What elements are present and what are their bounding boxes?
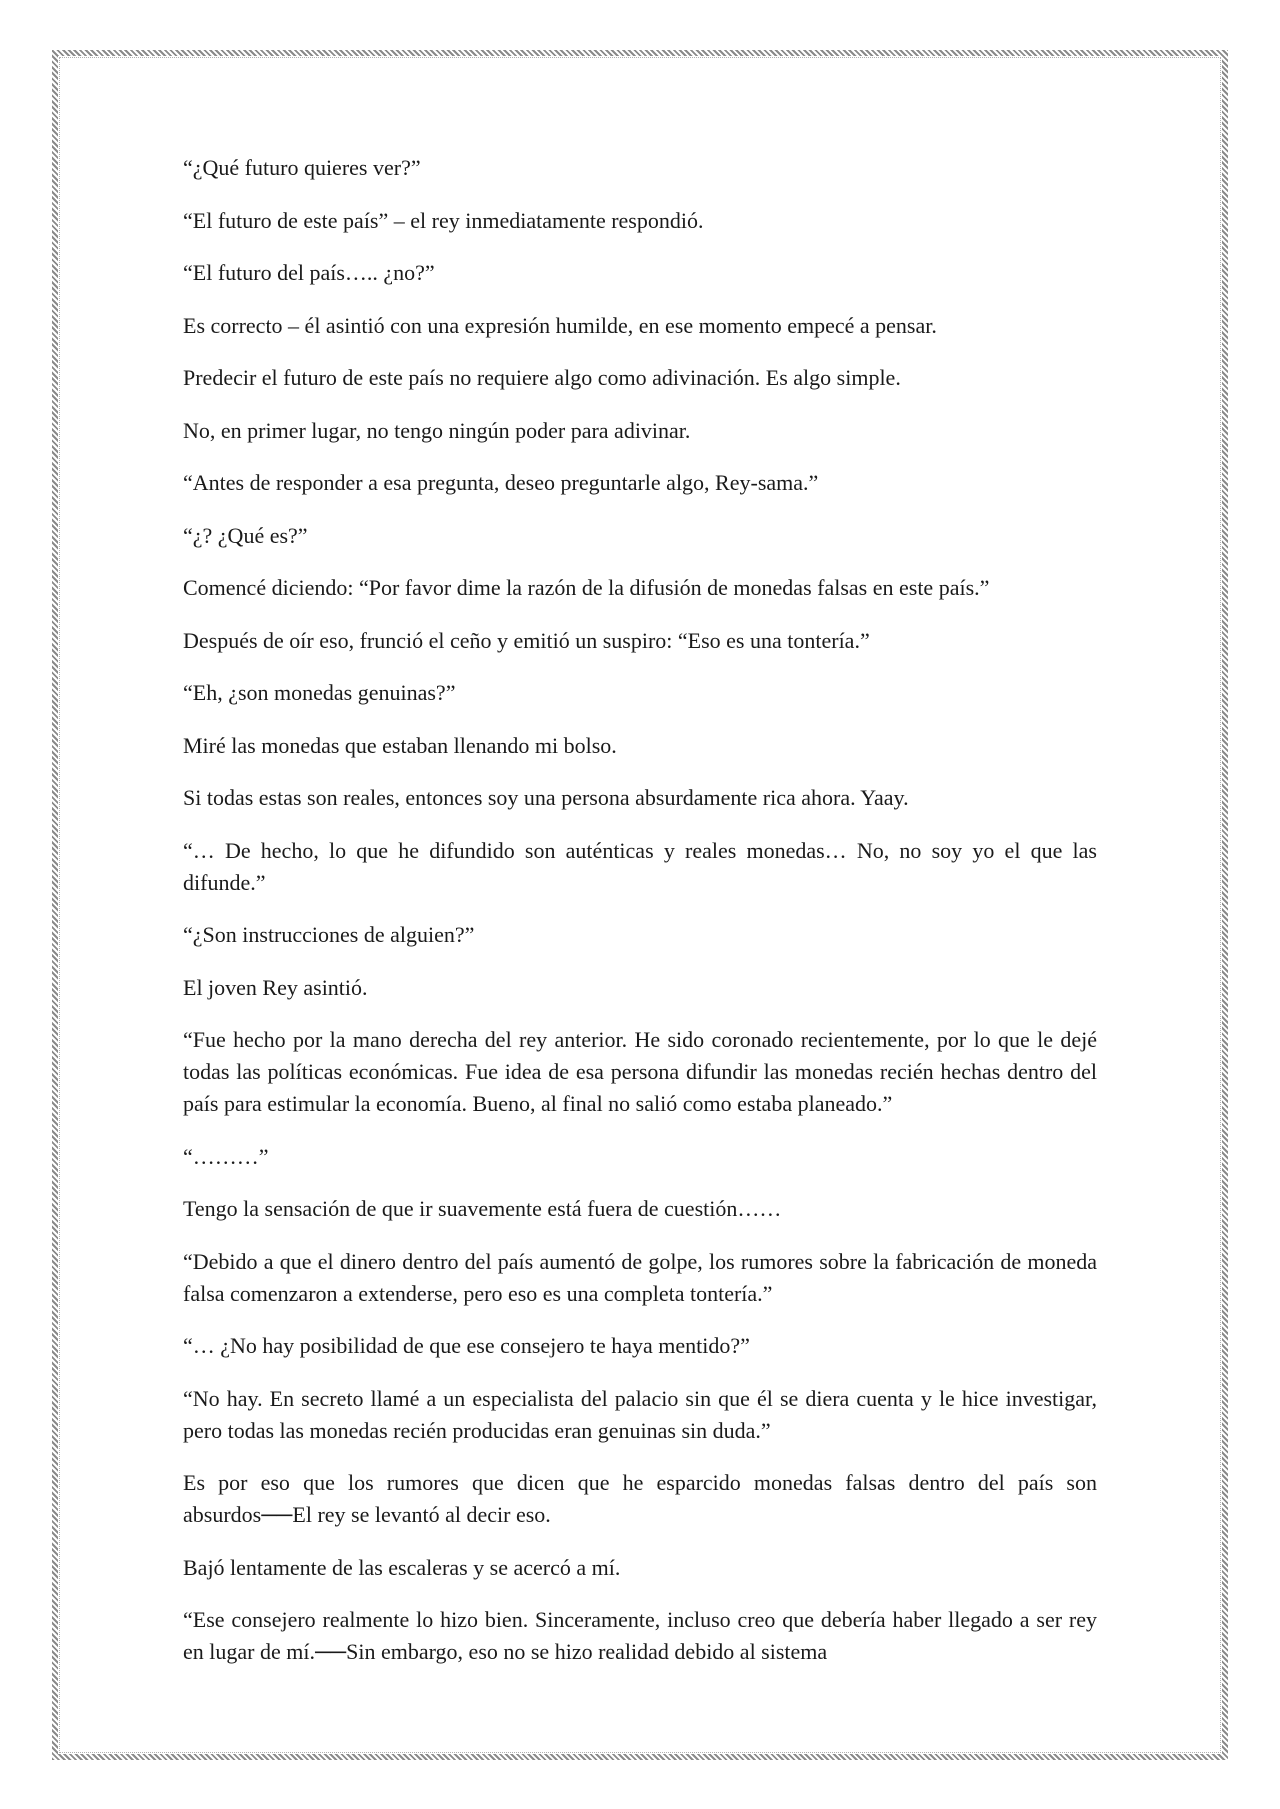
paragraph: “… De hecho, lo que he difundido son auténticas y reales monedas… No, no soy yo el que las difunde.” bbox=[183, 837, 1097, 895]
paragraph: “Debido a que el dinero dentro del país aumentó de golpe, los rumores sobre la fabricación de moneda falsa comenzaron a extenderse, pero eso es una completa tontería.” bbox=[183, 1248, 1097, 1306]
paragraph: “… ¿No hay posibilidad de que ese consejero te haya mentido?” bbox=[183, 1333, 750, 1358]
paragraph: “………” bbox=[183, 1143, 269, 1169]
paragraph: Bajó lentamente de las escaleras y se acercó a mí. bbox=[183, 1554, 621, 1580]
paragraph: Predecir el futuro de este país no requiere algo como adivinación. Es algo simple. bbox=[183, 365, 901, 390]
paragraph: “¿Son instrucciones de alguien?” bbox=[183, 922, 475, 947]
paragraph: “¿? ¿Qué es?” bbox=[183, 522, 308, 548]
paragraph: “El futuro de este país” – el rey inmediatamente respondió. bbox=[183, 207, 704, 233]
paragraph: “Ese consejero realmente lo hizo bien. Sinceramente, incluso creo que debería haber llegado a ser rey en lugar de mí.──Sin embargo, eso no se hizo realidad debido al sistema bbox=[183, 1607, 1097, 1664]
paragraph: Comencé diciendo: “Por favor dime la razón de la difusión de monedas falsas en este país.” bbox=[183, 575, 990, 600]
paragraph: Después de oír eso, frunció el ceño y emitió un suspiro: “Eso es una tontería.” bbox=[183, 627, 870, 653]
paragraph: Tengo la sensación de que ir suavemente está fuera de cuestión…… bbox=[183, 1196, 782, 1221]
paragraph: “Eh, ¿son monedas genuinas?” bbox=[183, 680, 456, 705]
paragraph: El joven Rey asintió. bbox=[183, 974, 368, 1000]
paragraph: “Antes de responder a esa pregunta, deseo preguntarle algo, Rey-sama.” bbox=[183, 470, 819, 495]
paragraph: “No hay. En secreto llamé a un especialista del palacio sin que él se diera cuenta y le hice investigar, pero todas las monedas recién producidas eran genuinas sin duda.” bbox=[183, 1385, 1097, 1443]
paragraph: “Fue hecho por la mano derecha del rey anterior. He sido coronado recientemente, por lo que le dejé todas las políticas económicas. Fue idea de esa persona difundir las monedas recién hechas dentro del país para estimular la economía. Bueno, al final no salió como estaba planeado.” bbox=[183, 1027, 1097, 1116]
paragraph: Si todas estas son reales, entonces soy una persona absurdamente rica ahora. Yaay. bbox=[183, 785, 909, 810]
paragraph: Es correcto – él asintió con una expresión humilde, en ese momento empecé a pensar. bbox=[183, 312, 937, 338]
paragraph: Es por eso que los rumores que dicen que he esparcido monedas falsas dentro del país son absurdos──El rey se levantó al decir eso. bbox=[183, 1470, 1097, 1527]
paragraph: Miré las monedas que estaban llenando mi bolso. bbox=[183, 732, 617, 758]
document-body bbox=[183, 152, 1097, 1689]
paragraph: No, en primer lugar, no tengo ningún poder para adivinar. bbox=[183, 417, 691, 443]
paragraph: “¿Qué futuro quieres ver?” bbox=[183, 155, 421, 180]
paragraph: “El futuro del país….. ¿no?” bbox=[183, 260, 435, 285]
